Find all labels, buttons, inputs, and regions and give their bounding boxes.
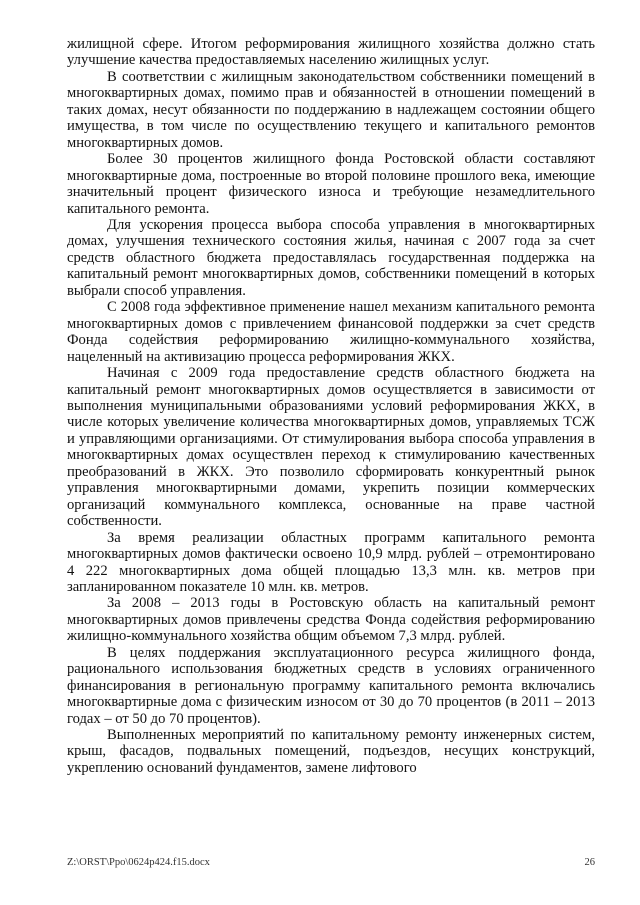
paragraph-5: С 2008 года эффективное применение нашел механизм капитального ремонта многоквартирных домов с привлечением финансовой поддержки за счет средств Фонда содействия реформированию жилищно-коммунального хозяйства, нацеленный на активизацию процесса реформирования ЖКХ. (67, 299, 595, 365)
paragraph-8: За 2008 – 2013 годы в Ростовскую область на капитальный ремонт многоквартирных домов привлечены средства Фонда содействия реформированию жилищно-коммунального хозяйства общим объемом 7,3 млрд. рублей. (67, 595, 595, 645)
paragraph-10: Выполненных мероприятий по капитальному ремонту инженерных систем, крыш, фасадов, подвальных помещений, подъездов, несущих конструкций, укреплению оснований фундаментов, замене лифтового (67, 727, 595, 776)
document-body (67, 36, 595, 776)
paragraph-2: В соответствии с жилищным законодательством собственники помещений в многоквартирных домах, помимо прав и обязанностей в отношении помещений в таких домах, несут обязанности по поддержанию в надлежащем состоянии общего имущества, в том числе по осуществлению текущего и капитального ремонтов многоквартирных домов. (67, 68, 595, 151)
page-number: 26 (584, 857, 595, 868)
paragraph-1: жилищной сфере. Итогом реформирования жилищного хозяйства должно стать улучшение качества предоставляемых населению жилищных услуг. (67, 36, 595, 69)
paragraph-6: Начиная с 2009 года предоставление средств областного бюджета на капитальный ремонт многоквартирных домов осуществляется в зависимости от выполнения муниципальными образованиями условий реформирования ЖКХ, в числе которых увеличение количества многоквартирных домов, управляемых ТСЖ и управляющими организациями. От стимулирования выбора способа управления в многоквартирных домах осуществлен переход к стимулированию качественных преобразований в ЖКХ. Это позволило сформировать конкурентный рынок управления многоквартирными домами, укрепить позиции коммерческих организаций коммунального комплекса, основанные на праве частной собственности. (67, 365, 595, 530)
paragraph-3: Более 30 процентов жилищного фонда Ростовской области составляют многоквартирные дома, построенные во второй половине прошлого века, имеющие значительный процент физического износа и требующие незамедлительного капитального ремонта. (67, 151, 595, 217)
paragraph-9: В целях поддержания эксплуатационного ресурса жилищного фонда, рационального использования бюджетных средств в условиях ограниченного финансирования в региональную программу капитального ремонта включались многоквартирные дома с физическим износом от 30 до 70 процентов (в 2011 – 2013 годах – от 50 до 70 процентов). (67, 644, 595, 727)
paragraph-7: За время реализации областных программ капитального ремонта многоквартирных домов фактически освоено 10,9 млрд. рублей – отремонтировано 4 222 многоквартирных дома общей площадью 13,3 млн. кв. метров при запланированном показателе 10 млн. кв. метров. (67, 529, 595, 595)
paragraph-4: Для ускорения процесса выбора способа управления в многоквартирных домах, улучшения технического состояния жилья, начиная с 2007 года за счет средств областного бюджета предоставлялась государственная поддержка на капитальный ремонт многоквартирных домов, собственники помещений в которых выбрали способ управления. (67, 216, 595, 299)
file-path: Z:\ORST\Ppo\0624p424.f15.docx (67, 857, 210, 868)
page-footer (67, 857, 595, 868)
